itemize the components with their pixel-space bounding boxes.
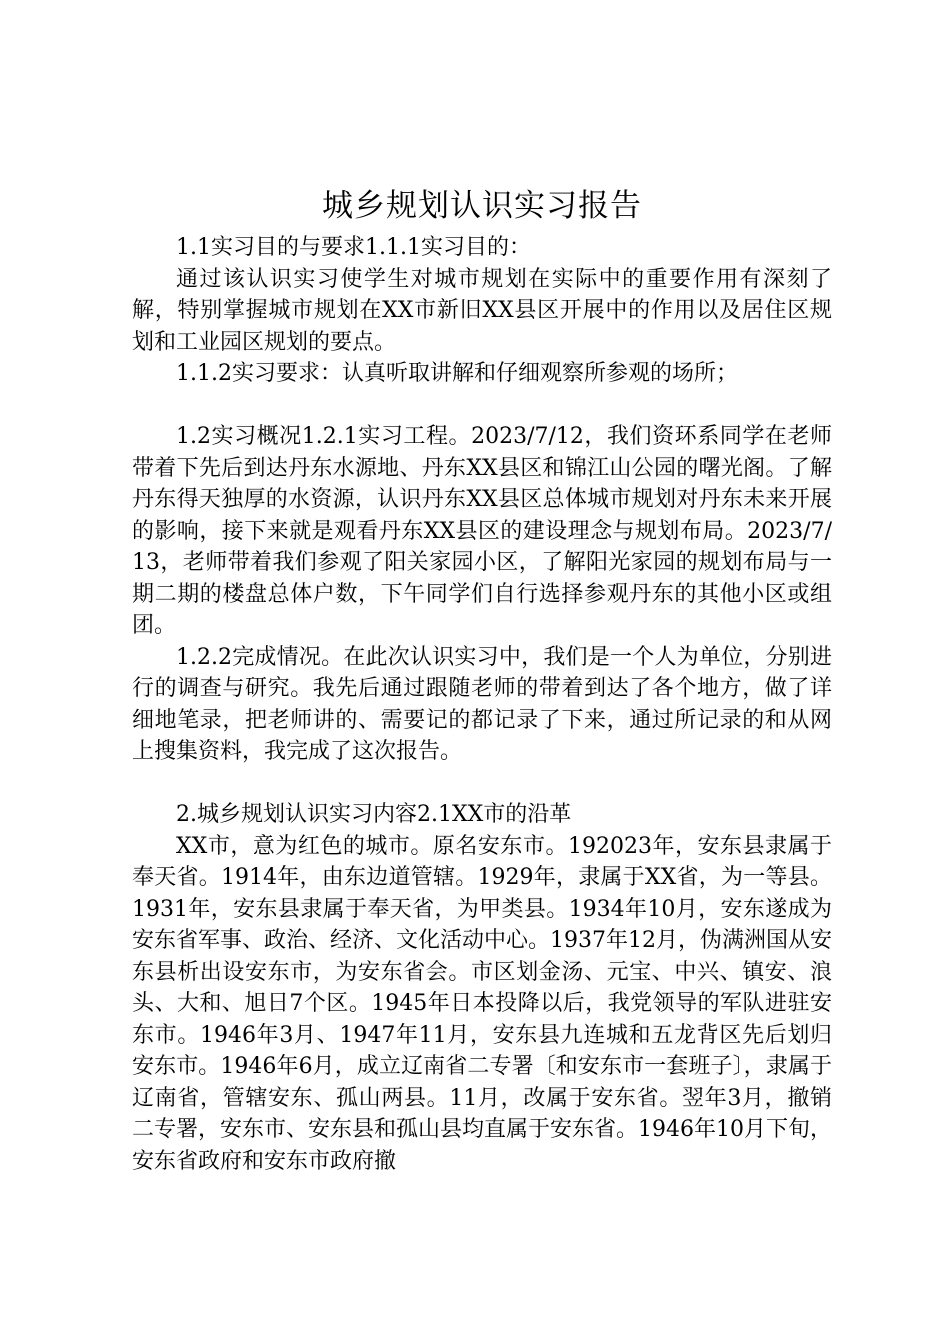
paragraph-history: XX市，意为红色的城市。原名安东市。192023年，安东县隶属于奉天省。1914年，由东边道管辖。1929年，隶属于XX省，为一等县。1931年，安东县隶属于奉天省，为甲类县。1934年10月，安东遂成为安东省军事、政治、经济、文化活动中心。1937年12月，伪满洲国从安东县析出设安东市，为安东省会。市区划金汤、元宝、中兴、镇安、浪头、大和、旭日7个区。1945年日本投降以后，我党领导的军队进驻安东市。1946年3月、1947年11月，安东县九连城和五龙背区先后划归安东市。1946年6月，成立辽南省二专署〔和安东市一套班子〕，隶属于辽南省，管辖安东、孤山两县。11月，改属于安东省。翌年3月，撤销二专署，安东市、安东县和孤山县均直属于安东省。1946年10月下旬，安东省政府和安东市政府撤 bbox=[132, 833, 832, 1174]
paragraph-purpose: 通过该认识实习使学生对城市规划在实际中的重要作用有深刻了解，特别掌握城市规划在XX市新旧XX县区开展中的作用以及居住区规划和工业园区规划的要点。 bbox=[132, 266, 832, 355]
paragraph-completion: 1.2.2完成情况。在此次认识实习中，我们是一个人为单位，分别进行的调查与研究。我先后通过跟随老师的带着到达了各个地方，做了详细地笔录，把老师讲的、需要记的都记录了下来，通过所记录的和从网上搜集资料，我完成了这次报告。 bbox=[132, 644, 832, 764]
paragraph-gap bbox=[132, 390, 832, 422]
paragraph-purpose-heading: 1.1实习目的与要求1.1.1实习目的： bbox=[176, 235, 531, 260]
paragraph-section-heading: 2.城乡规划认识实习内容2.1XX市的沿革 bbox=[176, 802, 572, 827]
paragraph-overview: 1.2实习概况1.2.1实习工程。2023/7/12，我们资环系同学在老师带着下先后到达丹东水源地、丹东XX县区和锦江山公园的曙光阁。了解丹东得天独厚的水资源，认识丹东XX县区总体城市规划对丹东未来开展的影响，接下来就是观看丹东XX县区的建设理念与规划布局。2023/7/13，老师带着我们参观了阳关家园小区，了解阳光家园的规划布局与一期二期的楼盘总体户数，下午同学们自行选择参观丹东的其他小区或组团。 bbox=[132, 424, 832, 638]
document-page bbox=[132, 184, 832, 1177]
paragraph-requirements: 1.1.2实习要求：认真听取讲解和仔细观察所参观的场所； bbox=[176, 361, 738, 386]
document-title: 城乡规划认识实习报告 bbox=[322, 188, 642, 224]
paragraph-gap bbox=[132, 768, 832, 800]
